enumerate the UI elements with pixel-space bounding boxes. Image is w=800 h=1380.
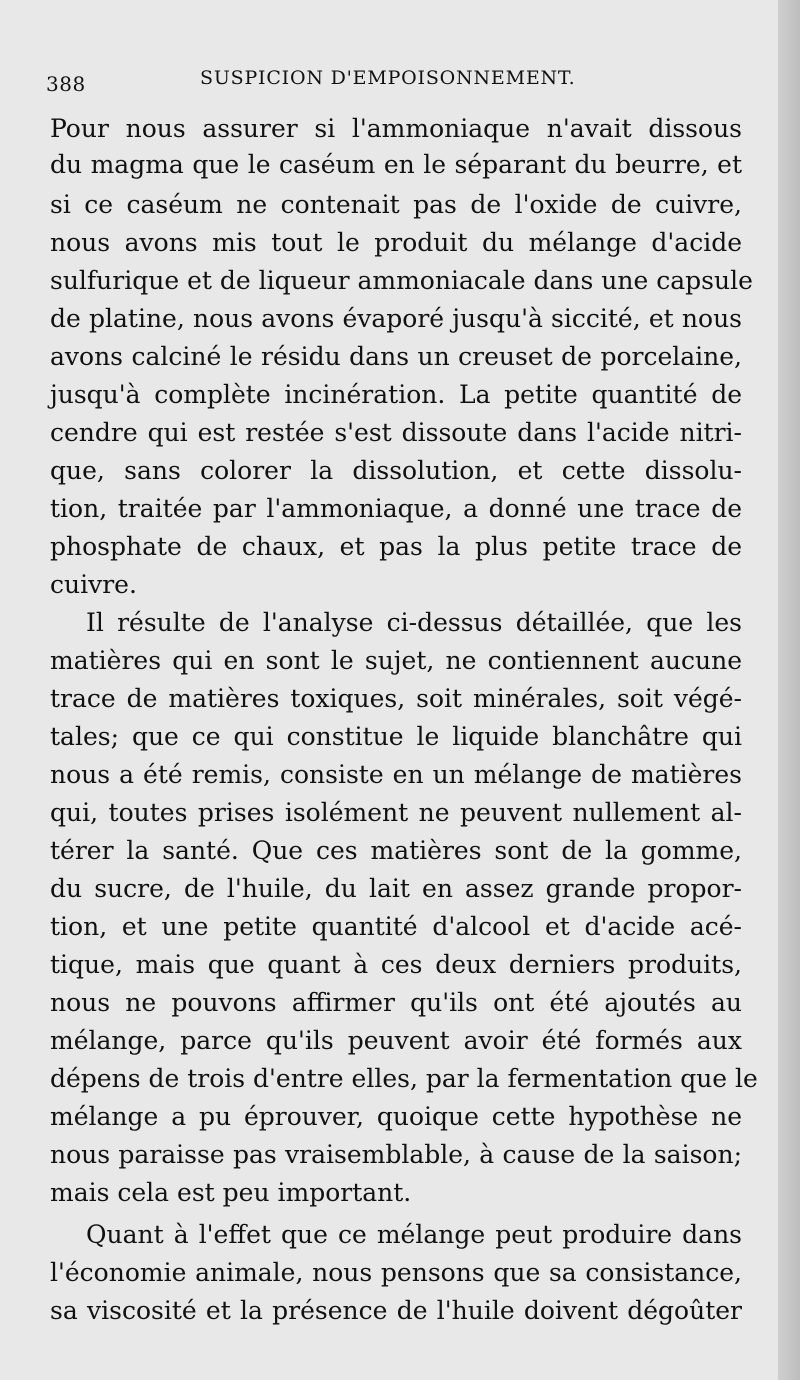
text-line: nous paraisse pas vraisemblable, à cause de la saison; bbox=[50, 1140, 742, 1169]
text-line: jusqu'à complète incinération. La petite quantité de bbox=[50, 380, 742, 409]
text-line: que, sans colorer la dissolution, et cette dissolu- bbox=[50, 456, 742, 485]
text-line: phosphate de chaux, et pas la plus petite trace de bbox=[50, 532, 742, 561]
text-line: Il résulte de l'analyse ci-dessus détaillée, que les bbox=[86, 608, 742, 637]
text-line: tales; que ce qui constitue le liquide blanchâtre qui bbox=[50, 722, 742, 751]
text-line: mélange a pu éprouver, quoique cette hypothèse ne bbox=[50, 1102, 742, 1131]
running-head: SUSPICION D'EMPOISONNEMENT. bbox=[200, 67, 576, 89]
text-line: tion, traitée par l'ammoniaque, a donné une trace de bbox=[50, 494, 742, 523]
text-line: mélange, parce qu'ils peuvent avoir été formés aux bbox=[50, 1026, 742, 1055]
text-line: cendre qui est restée s'est dissoute dans l'acide nitri- bbox=[50, 418, 742, 447]
text-line: térer la santé. Que ces matières sont de la gomme, bbox=[50, 836, 742, 865]
text-line: nous avons mis tout le produit du mélange d'acide bbox=[50, 228, 742, 257]
text-line: Quant à l'effet que ce mélange peut produire dans bbox=[86, 1220, 742, 1249]
text-line: du sucre, de l'huile, du lait en assez grande propor- bbox=[50, 874, 742, 903]
text-line: l'économie animale, nous pensons que sa consistance, bbox=[50, 1258, 742, 1287]
text-line: nous ne pouvons affirmer qu'ils ont été ajoutés au bbox=[50, 988, 742, 1017]
text-line: cuivre. bbox=[50, 570, 137, 599]
text-line: dépens de trois d'entre elles, par la fermentation que le bbox=[50, 1064, 758, 1093]
text-line: trace de matières toxiques, soit minérales, soit végé- bbox=[50, 684, 742, 713]
page-edge-shadow bbox=[778, 0, 800, 1380]
text-line: tique, mais que quant à ces deux derniers produits, bbox=[50, 950, 742, 979]
text-line: tion, et une petite quantité d'alcool et d'acide acé- bbox=[50, 912, 742, 941]
text-line: du magma que le caséum en le séparant du beurre, et bbox=[50, 150, 742, 179]
text-line: avons calciné le résidu dans un creuset de porcelaine, bbox=[50, 342, 742, 371]
text-line: matières qui en sont le sujet, ne contiennent aucune bbox=[50, 646, 742, 675]
text-line: si ce caséum ne contenait pas de l'oxide de cuivre, bbox=[50, 190, 742, 219]
text-line: de platine, nous avons évaporé jusqu'à siccité, et nous bbox=[50, 304, 742, 333]
text-line: sa viscosité et la présence de l'huile doivent dégoûter bbox=[50, 1296, 742, 1325]
text-line: nous a été remis, consiste en un mélange de matières bbox=[50, 760, 742, 789]
text-line: mais cela est peu important. bbox=[50, 1178, 412, 1207]
text-line: qui, toutes prises isolément ne peuvent nullement al- bbox=[50, 798, 742, 827]
text-line: sulfurique et de liqueur ammoniacale dans une capsule bbox=[50, 266, 753, 295]
page-number: 388 bbox=[46, 72, 86, 96]
text-line: Pour nous assurer si l'ammoniaque n'avait dissous bbox=[50, 114, 742, 143]
